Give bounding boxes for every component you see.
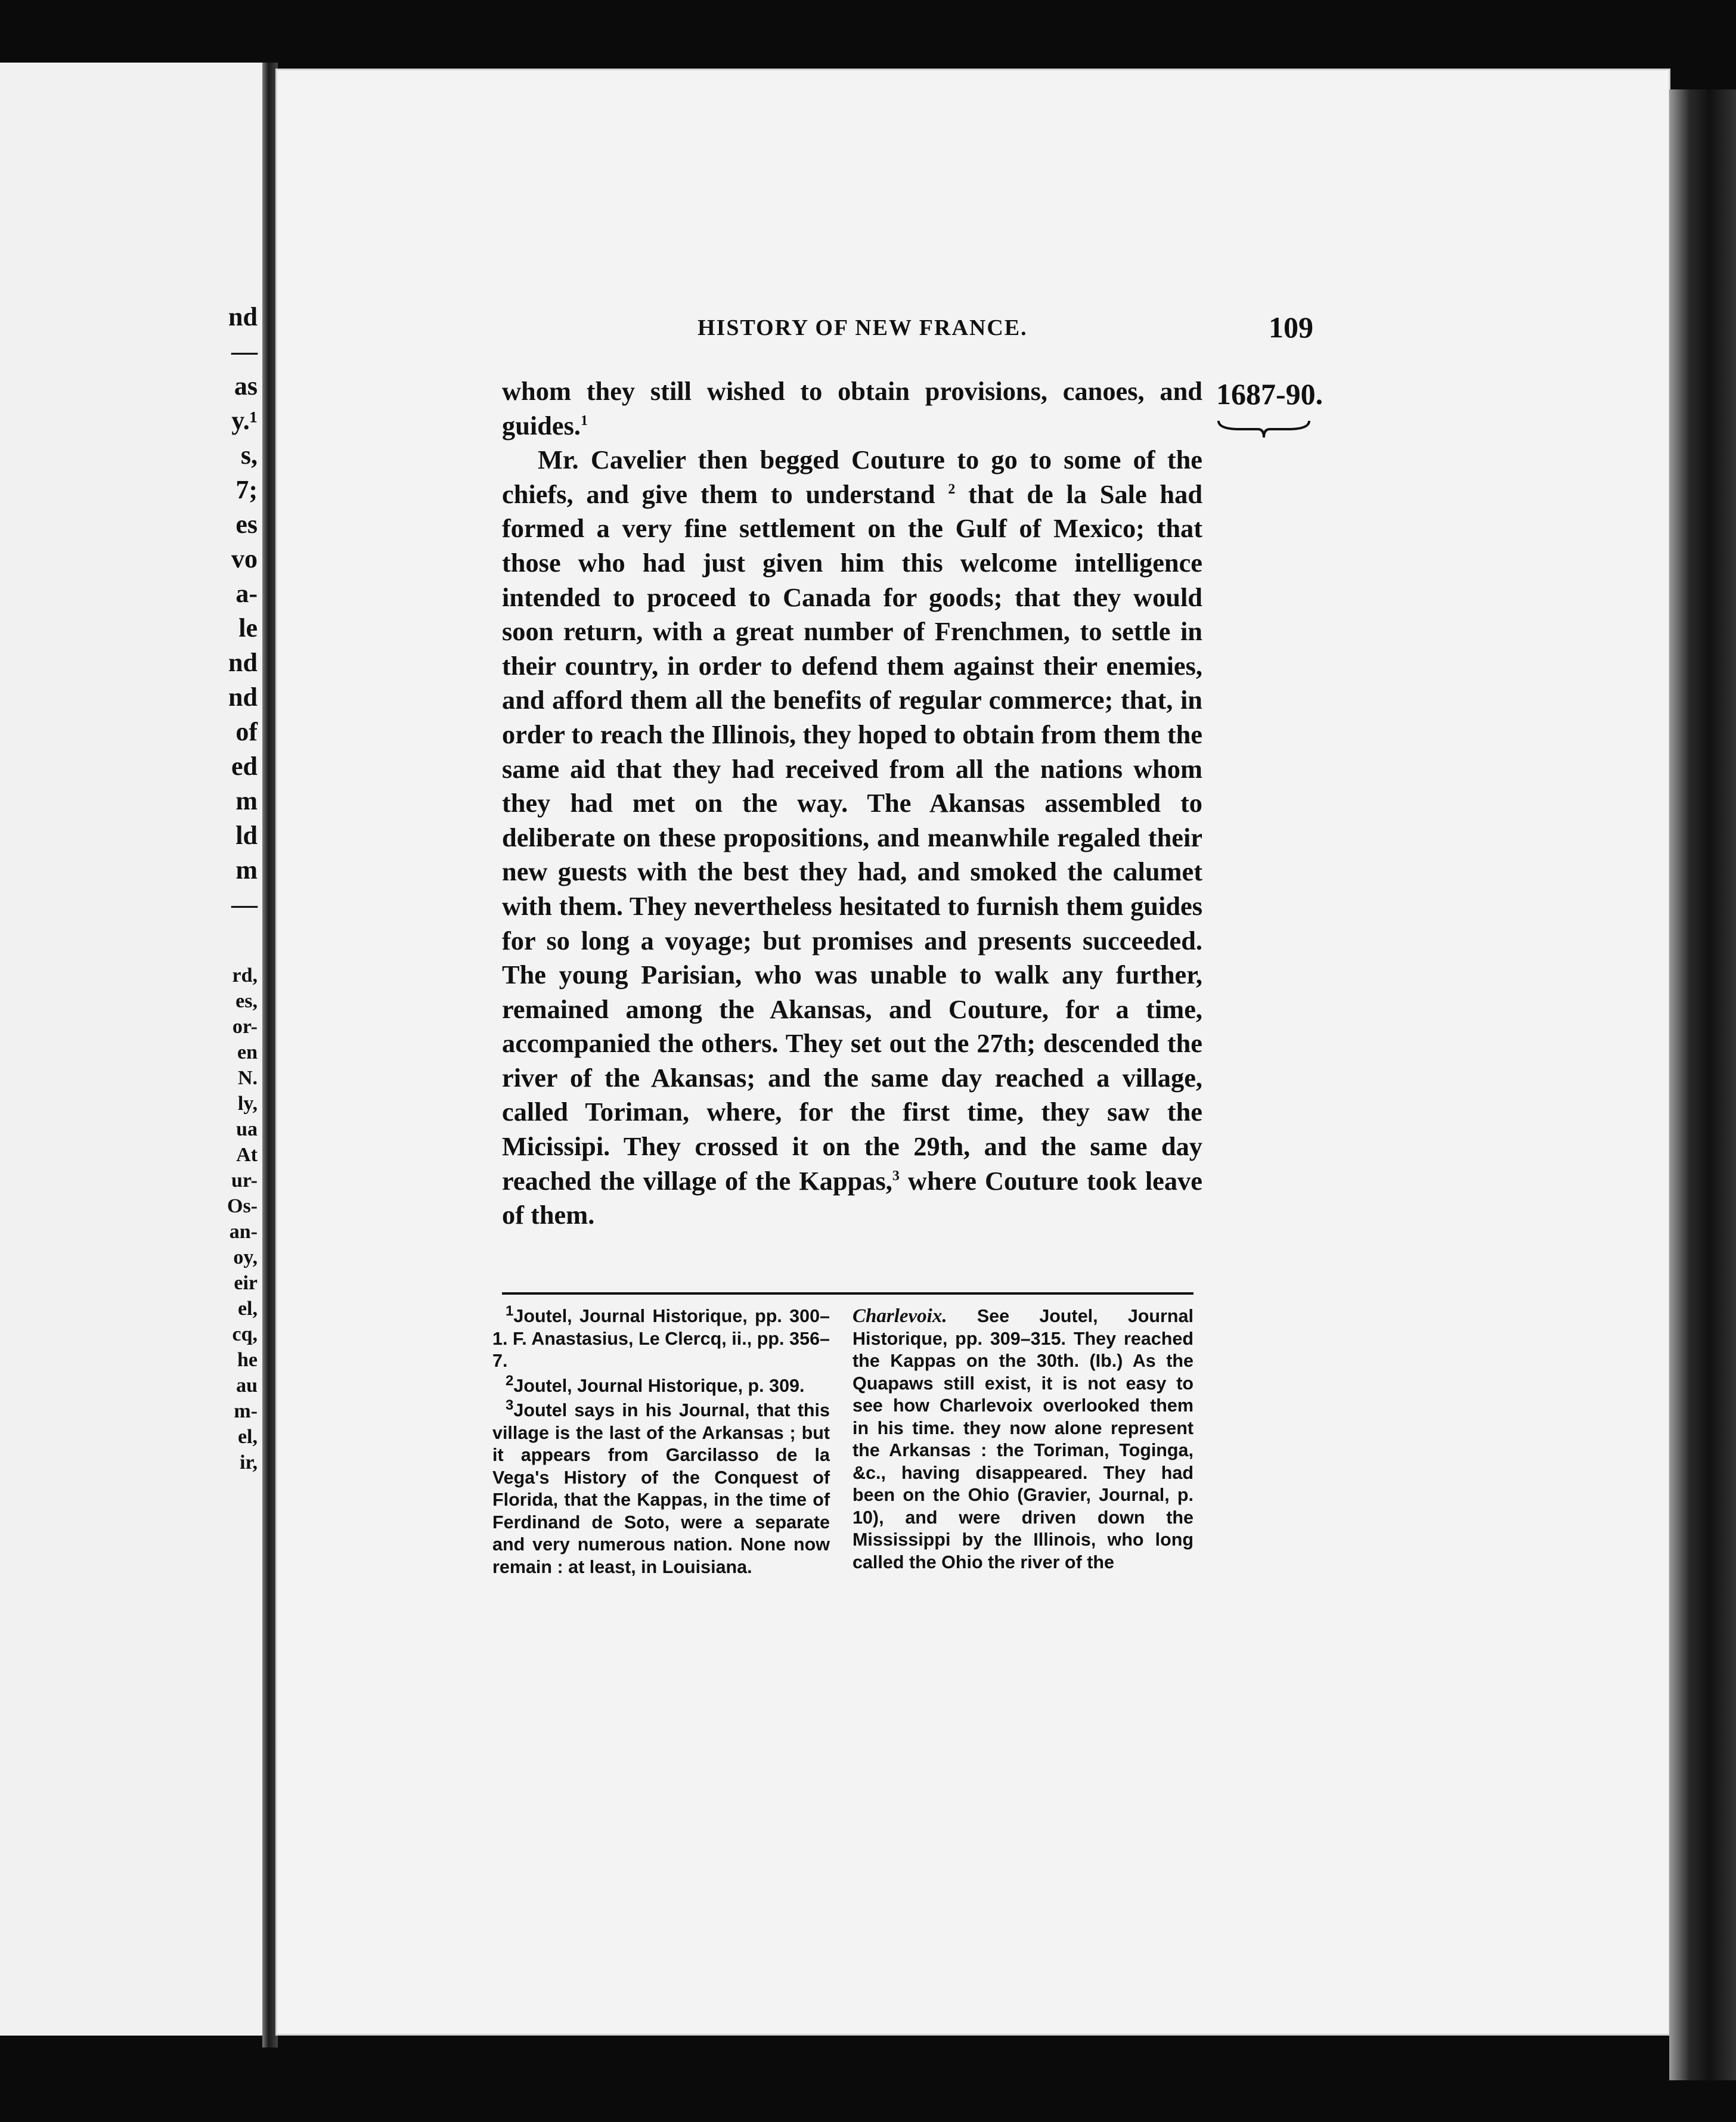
note-ref-2: 2 (948, 481, 956, 497)
footnotes-left-column (492, 1302, 830, 1581)
left-page-fragment: ld (235, 821, 258, 850)
left-page-fragment: au (236, 1375, 258, 1397)
left-page-fragment: rd, (232, 964, 258, 986)
left-page-fragment: y.¹ (231, 406, 258, 435)
paragraph-1 (502, 374, 1202, 443)
footnote-3-mark: 3 (506, 1397, 514, 1413)
left-page-fragment: cq, (232, 1323, 258, 1345)
left-page-fragment: — (231, 890, 258, 919)
footnote-2 (492, 1372, 830, 1398)
left-page-fragment: he (237, 1349, 258, 1371)
left-page-fragment: ly, (237, 1093, 258, 1115)
footnotes-right-column (852, 1305, 1194, 1576)
margin-date: 1687-90. (1216, 377, 1323, 411)
paragraph-2-text-b: that de la Sale had formed a very fine settlement on the Gulf of Mexico; that those who had just given him this welcome intelligence intended to proceed to Canada for goods; that they would soon return, with a great number of Frenchmen, to settle in their country, in order to defend them against their enemies, and afford them all the benefits of regular commerce; that, in order to reach the Illinois, they hoped to obtain from them the same aid that they had received from all the nations whom they had met on the way. The Akansas assembled to deliberate on these propositions, and meanwhile regaled their new guests with the best they had, and smoked the calumet with them. They nevertheless hesitated to furnish them guides for so long a voyage; but promises and presents succeeded. The young Parisian, who was unable to walk any further, remained among the Akansas, and Couture, for a time, accompanied the others. They set out the 27th; descended the river of the Akansas; and the same day reached a village, called Toriman, where, for the first time, they saw the Micissipi. They crossed it on the 29th, and the same day reached the village of the Kappas, (502, 479, 1203, 1196)
left-page-fragment: el, (237, 1298, 258, 1320)
left-page-fragment: of (235, 717, 258, 746)
left-page-fragment: es (235, 510, 258, 539)
left-page-fragment: eir (234, 1272, 258, 1294)
left-page-fragment: s, (240, 440, 258, 470)
left-page-fragment: m (235, 786, 258, 815)
left-page-fragment: as (234, 371, 258, 401)
left-page-fragment: nd (228, 648, 258, 677)
footnote-3-continued (852, 1305, 1194, 1574)
footnote-1-mark: 1 (506, 1302, 514, 1319)
left-page-fragment: a- (235, 579, 258, 608)
left-page-fragment: ua (236, 1118, 258, 1140)
left-page-fragment: el, (237, 1426, 258, 1448)
footnote-3-text-b: See Joutel, Journal Historique, pp. 309–315. They reached the Kappas on the 30th. (Ib.) As the Quapaws still exist, it is not easy to see how Charlevoix overlooked them in his time. they now alone represent the Arkansas : the Toriman, Toginga, &c., having disappeared. They had been on the Ohio (Gravier, Journal, p. 10), and were driven down the Mississippi by the Illinois, who long called the Ohio the river of the (852, 1306, 1194, 1572)
left-page-fragment: oy, (233, 1246, 258, 1268)
footnote-3-italic: Charlevoix. (852, 1305, 947, 1327)
left-page-fragment: N. (237, 1067, 258, 1089)
left-page-fragment: an- (229, 1221, 258, 1243)
body-text (502, 374, 1202, 1233)
paragraph-2-text-c: where Couture took leave of them. (502, 1165, 1202, 1230)
footnote-3 (492, 1397, 830, 1578)
footnote-rule (502, 1292, 1194, 1295)
paragraph-2 (502, 443, 1202, 1233)
brace-ornament (1216, 417, 1312, 441)
left-page-fragment: vo (231, 544, 258, 573)
left-page-fragment: nd (228, 302, 258, 331)
left-page-fragment: ur- (231, 1169, 258, 1192)
left-page-fragment: m- (234, 1400, 258, 1422)
left-page-fragment: ir, (240, 1451, 258, 1473)
running-head: HISTORY OF NEW FRANCE. (698, 315, 1028, 340)
left-page-fragment: Os- (227, 1195, 258, 1217)
left-page-fragment: nd (228, 682, 258, 712)
paragraph-2-text-a: Mr. Cavelier then begged Couture to go to some of the chiefs, and give them to understand (502, 445, 1202, 509)
footnote-1 (492, 1302, 830, 1373)
left-page-fragment: ed (231, 752, 258, 781)
footnote-2-mark: 2 (506, 1372, 514, 1389)
left-page-fragment: 7; (235, 475, 258, 504)
footnote-3-text-a: Joutel says in his Journal, that this village is the last of the Arkansas ; but it appears from Garcilasso de la Vega's History of the Conquest of Florida, that the Kappas, in the time of Ferdinand de Soto, were a separate and very numerous nation. None now remain : at least, in Louisiana. (492, 1400, 830, 1577)
left-page-fragment: le (238, 613, 258, 643)
left-page-fragment: At (236, 1144, 258, 1166)
page-number: 109 (1269, 311, 1313, 344)
left-page-fragment: — (231, 337, 258, 366)
left-page (0, 63, 265, 2036)
page-edge-shadow (1669, 89, 1736, 2080)
paragraph-1-text: whom they still wished to obtain provisions, canoes, and guides. (502, 376, 1202, 440)
left-page-fragment: m (235, 855, 258, 885)
footnote-2-text: Joutel, Journal Historique, p. 309. (513, 1375, 805, 1396)
left-page-fragment: en (237, 1041, 258, 1063)
note-ref-3: 3 (892, 1168, 900, 1184)
left-page-fragment: or- (232, 1016, 258, 1038)
footnote-1-text: Joutel, Journal Historique, pp. 300–1. F. Anastasius, Le Clercq, ii., pp. 356–7. (492, 1306, 830, 1371)
note-ref-1: 1 (580, 412, 588, 429)
left-page-fragment: es, (235, 990, 258, 1012)
